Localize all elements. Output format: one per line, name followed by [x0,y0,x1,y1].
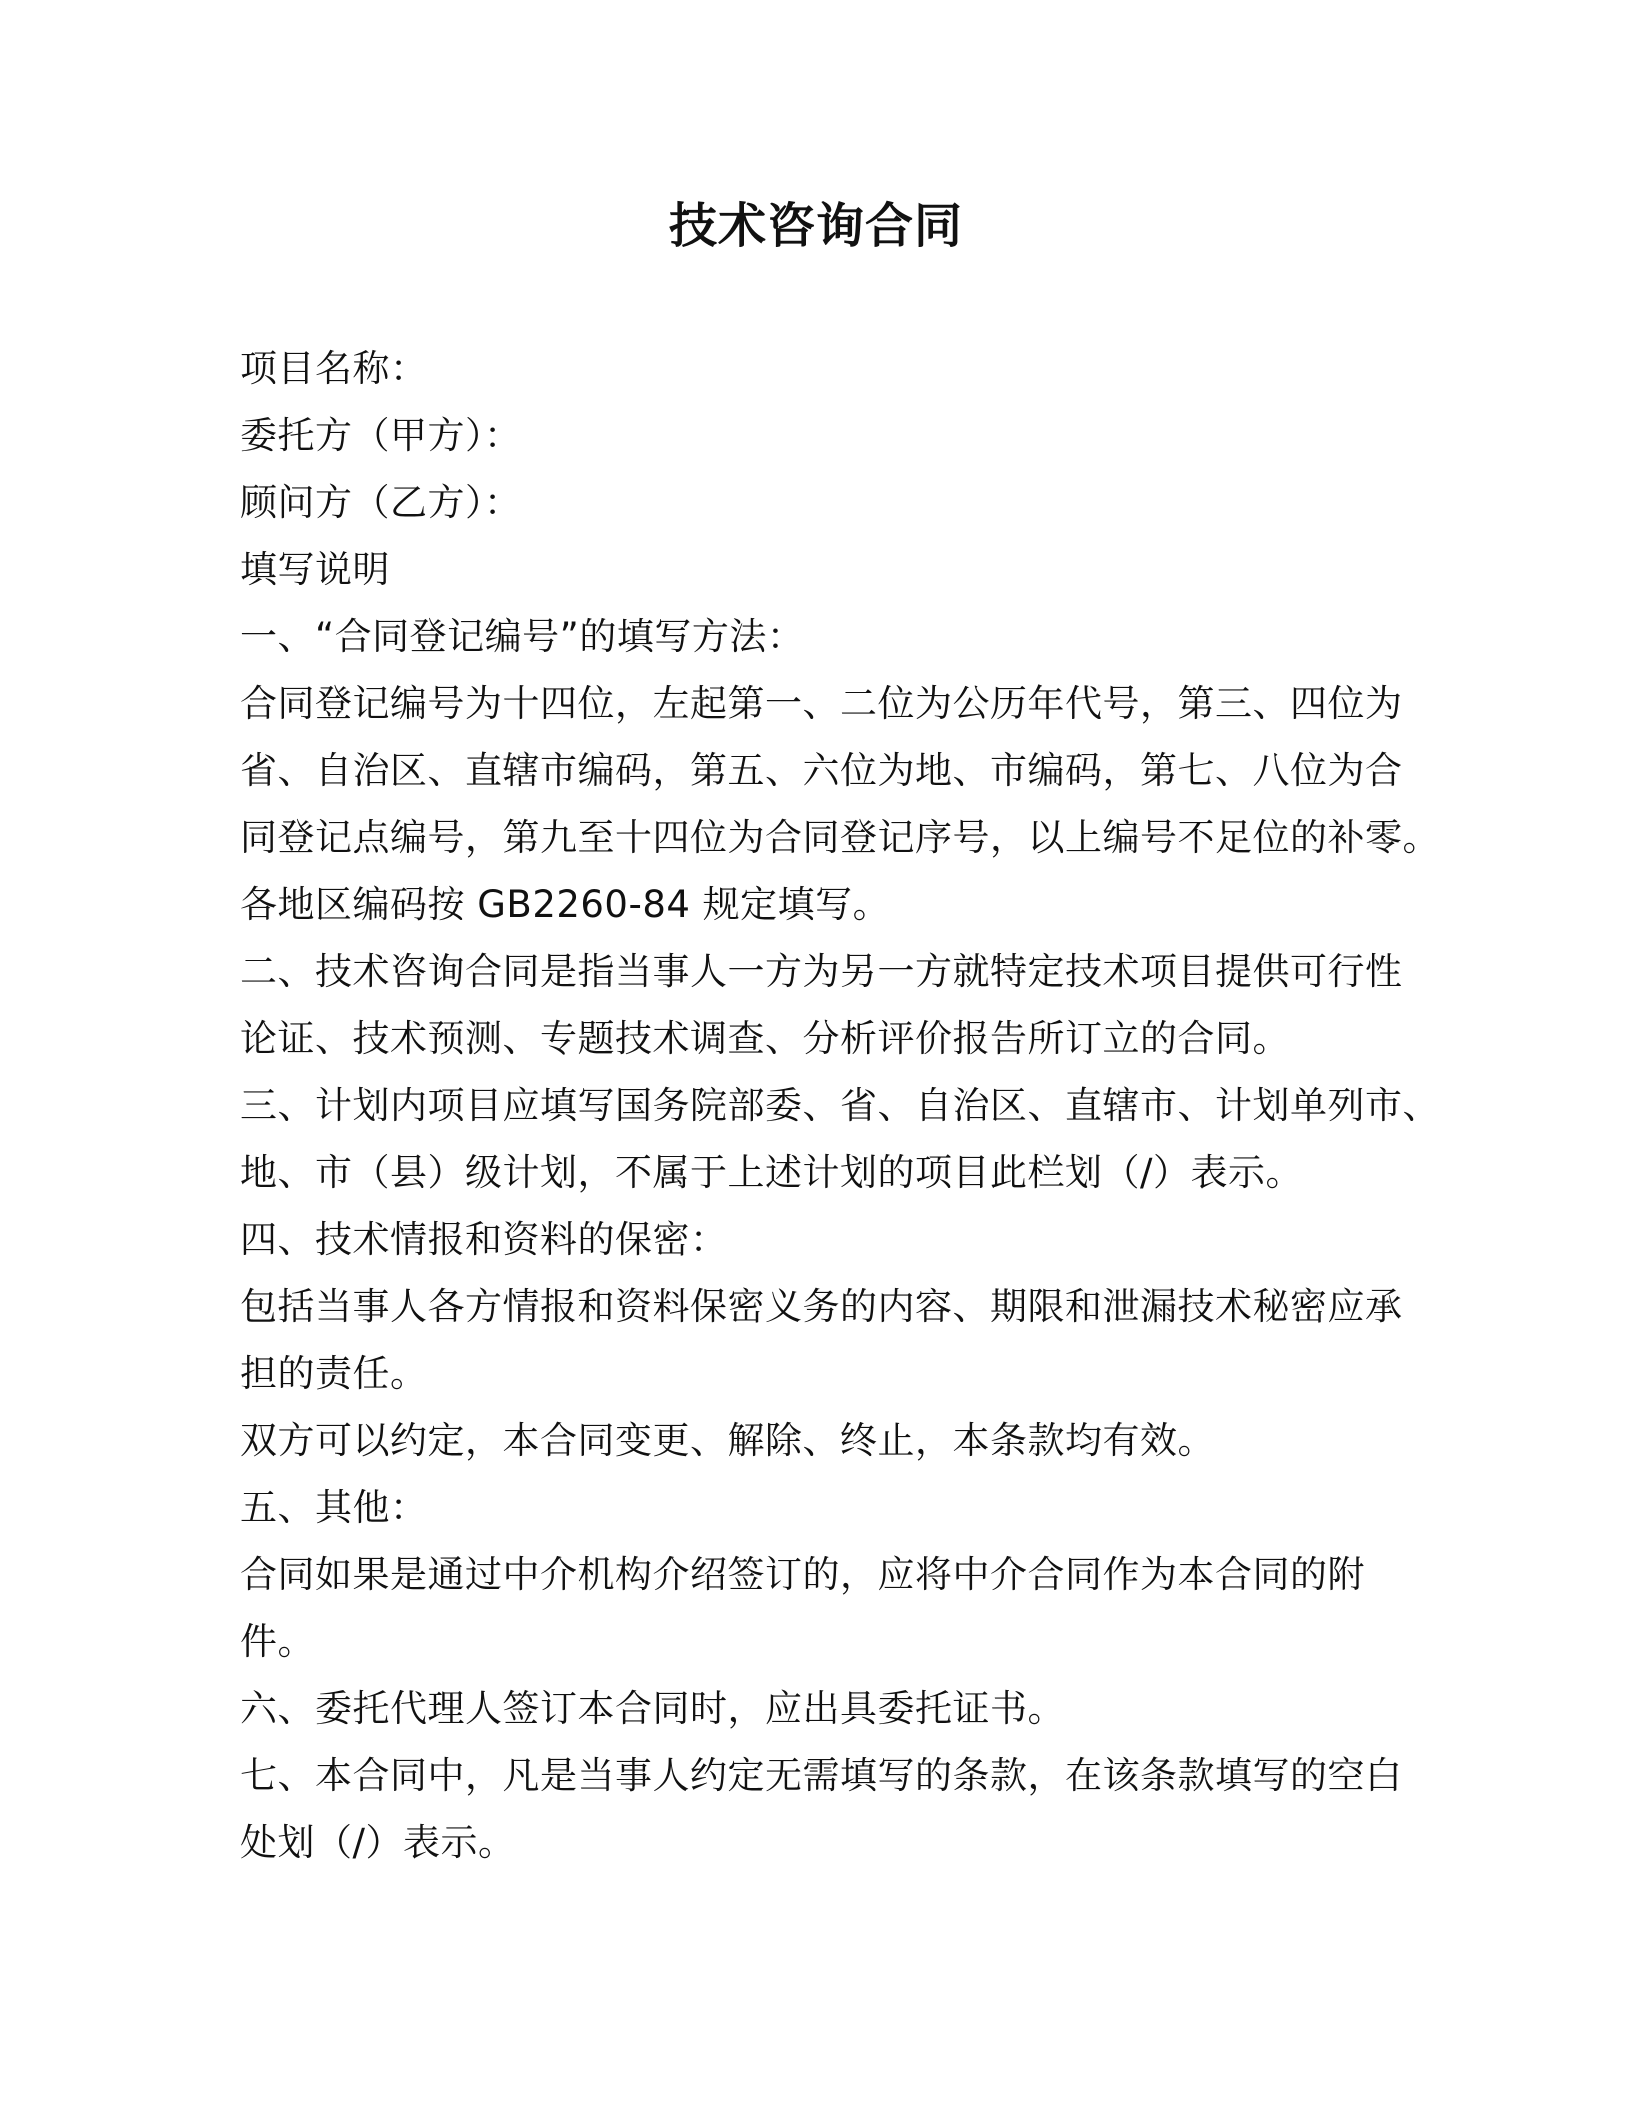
line-section-4-text-2: 担的责任。 [240,1352,428,1395]
line-section-1-text-3: 同登记点编号，第九至十四位为合同登记序号，以上编号不足位的补零。 [240,816,1440,859]
document-body [240,335,1440,1876]
line-consultant-party-b: 顾问方（乙方）： [240,481,522,524]
line-section-7-text-1: 七、本合同中，凡是当事人约定无需填写的条款，在该条款填写的空白 [240,1754,1403,1797]
document-title: 技术咨询合同 [668,198,963,254]
line-section-5-text-2: 件。 [240,1620,315,1663]
line-section-2-text-2: 论证、技术预测、专题技术调查、分析评价报告所订立的合同。 [240,1017,1290,1060]
line-section-3-text-1: 三、计划内项目应填写国务院部委、省、自治区、直辖市、计划单列市、 [240,1084,1440,1127]
line-section-5-heading: 五、其他： [240,1486,428,1529]
line-section-6-text: 六、委托代理人签订本合同时，应出具委托证书。 [240,1687,1065,1730]
line-section-5-text-1: 合同如果是通过中介机构介绍签订的，应将中介合同作为本合同的附 [240,1553,1365,1596]
line-section-2-text-1: 二、技术咨询合同是指当事人一方为另一方就特定技术项目提供可行性 [240,950,1403,993]
line-section-4-text-3: 双方可以约定，本合同变更、解除、终止，本条款均有效。 [240,1419,1215,1462]
line-section-4-text-1: 包括当事人各方情报和资料保密义务的内容、期限和泄漏技术秘密应承 [240,1285,1403,1328]
line-instructions-heading: 填写说明 [240,548,390,591]
line-section-1-text-2: 省、自治区、直辖市编码，第五、六位为地、市编码，第七、八位为合 [240,749,1403,792]
line-section-1-text-4: 各地区编码按 GB2260-84 规定填写。 [240,883,891,926]
line-section-3-text-2: 地、市（县）级计划，不属于上述计划的项目此栏划（/）表示。 [240,1151,1303,1194]
line-section-1-text-1: 合同登记编号为十四位，左起第一、二位为公历年代号，第三、四位为 [240,682,1403,725]
line-section-4-heading: 四、技术情报和资料的保密： [240,1218,728,1261]
line-client-party-a: 委托方（甲方）： [240,414,522,457]
line-section-7-text-2: 处划（/）表示。 [240,1821,516,1864]
line-project-name: 项目名称： [240,347,428,390]
line-section-1-heading: 一、“合同登记编号”的填写方法： [240,615,805,658]
